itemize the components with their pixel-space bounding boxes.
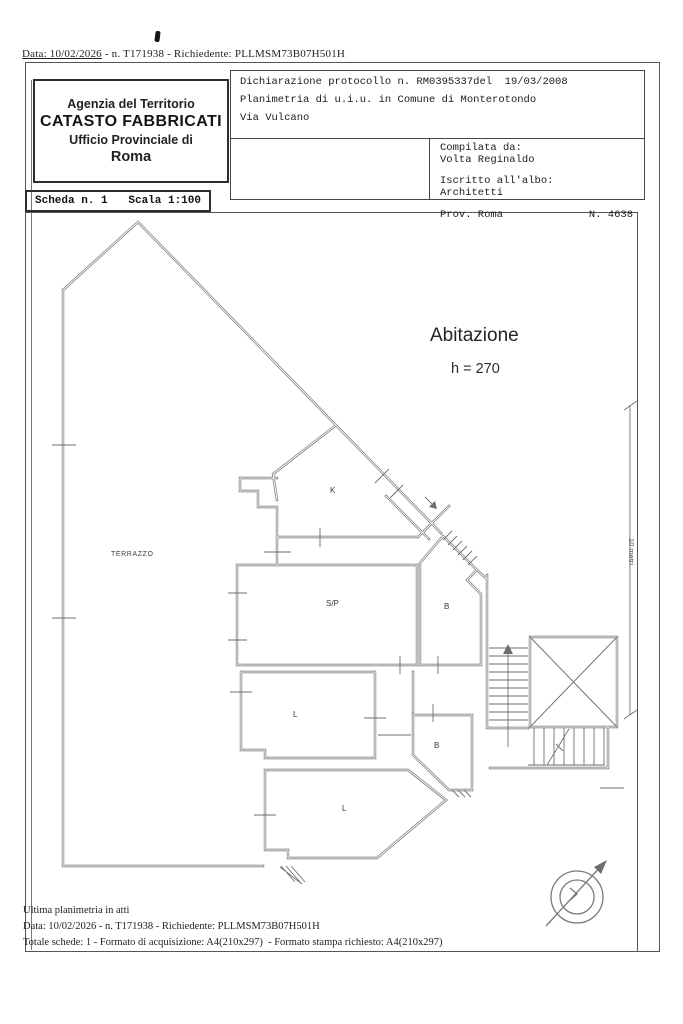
room-label-kitchen: K <box>330 486 336 495</box>
declaration-bottom-section <box>231 139 644 221</box>
compiler-cell <box>430 139 644 221</box>
footer-request-line: Data: 10/02/2026 - n. T171938 - Richiedente: PLLMSM73B07H501H <box>23 921 320 932</box>
plan-height-label: h = 270 <box>451 361 500 377</box>
room-label-lower-l: L <box>342 804 347 813</box>
footer-last-planimetry-line: Ultima planimetria in atti <box>23 905 130 916</box>
agency-name: Agenzia del Territorio <box>67 97 195 111</box>
registry-title: CATASTO FABBRICATI <box>39 113 222 130</box>
declaration-empty-cell <box>231 139 430 200</box>
register-value: Architetti <box>440 187 504 200</box>
scan-ink-artifact <box>154 31 160 43</box>
declaration-protocol-line: Dichiarazione protocollo n. RM0395337del 19/03/2008 <box>240 76 568 88</box>
declaration-box <box>230 70 645 221</box>
register-label: Iscritto all'albo: <box>440 174 554 187</box>
sheet-number: Scheda n. 1 <box>35 195 108 207</box>
province-label: Prov. Roma <box>440 208 504 221</box>
compiled-by-name: Volta Reginaldo <box>440 154 535 167</box>
stairs-up-arrow-icon <box>503 644 513 654</box>
compass-icon <box>546 860 607 926</box>
sheet-scale-box <box>25 190 211 212</box>
dimension-label: 10 metri <box>627 538 636 566</box>
walls-layer <box>63 222 617 866</box>
top-meta-line <box>22 48 345 60</box>
room-label-salon: S/P <box>326 599 339 608</box>
floor-plan-svg <box>25 212 637 950</box>
declaration-planimetry-line: Planimetria di u.i.u. in Comune di Monterotondo <box>240 94 537 106</box>
declaration-top-section <box>231 71 644 139</box>
declaration-street-line: Via Vulcano <box>240 112 310 124</box>
top-meta-rest: - n. T171938 - Richiedente: PLLMSM73B07H501H <box>101 48 346 60</box>
walls-path <box>63 222 617 866</box>
room-label-bath-lower: B <box>434 741 440 750</box>
top-meta-date: Data: 10/02/2026 <box>22 48 102 60</box>
room-label-upper-l: L <box>293 710 298 719</box>
office-line: Ufficio Provinciale di <box>69 133 193 147</box>
scale-value: Scala 1:100 <box>128 195 201 207</box>
plan-title-label: Abitazione <box>430 325 519 346</box>
terrace-label: TERRAZZO <box>111 551 154 558</box>
register-number: N. 4638 <box>588 208 633 221</box>
footer-sheets-format-line: Totale schede: 1 - Formato di acquisizione: A4(210x297) - Formato stampa richiesto: A4(210x297) <box>23 937 443 948</box>
compiled-by-label: Compilata da: <box>440 142 522 154</box>
room-label-bath-upper: B <box>444 602 450 611</box>
office-city: Roma <box>110 149 152 165</box>
agency-header-box <box>33 79 229 183</box>
